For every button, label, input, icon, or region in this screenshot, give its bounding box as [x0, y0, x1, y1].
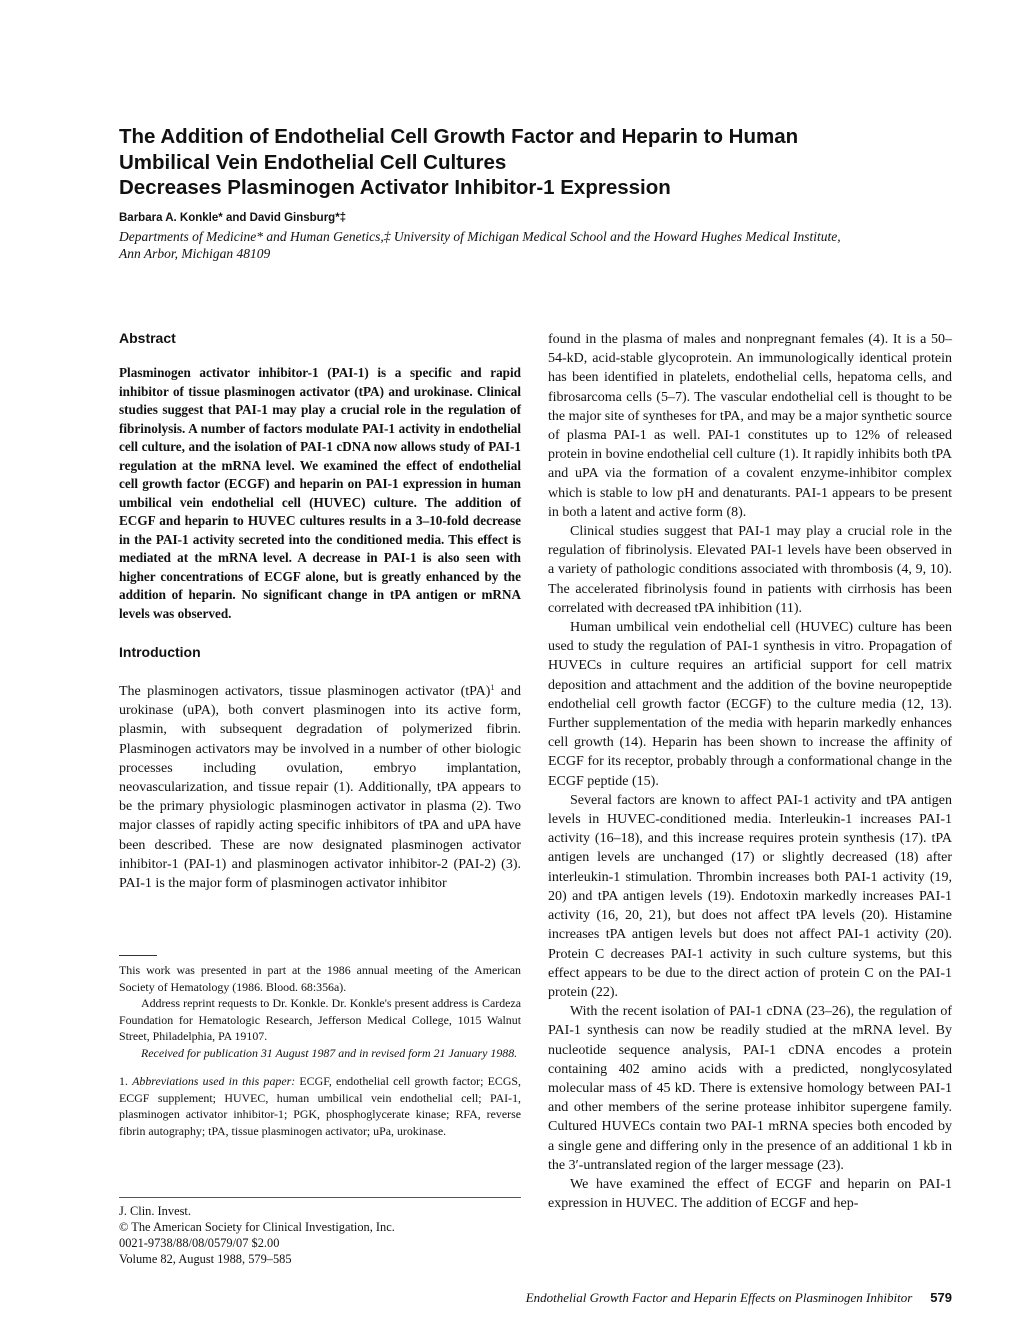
footnote-presented: This work was presented in part at the 1986 annual meeting of the American Society of Hematology (1986. Blood. 68:356a).: [119, 963, 521, 994]
title-line-3: Decreases Plasminogen Activator Inhibitor-1 Expression: [119, 176, 671, 199]
paragraph: Clinical studies suggest that PAI-1 may play a crucial role in the regulation of fibrinolysis. Elevated PAI-1 levels have been observed in a variety of pathologic conditions associated with thrombosis (4, 9, 10). The accelerated fibrinolysis found in patients with cirrhosis has been correlated with decreased tPA inhibition (11).: [548, 524, 952, 616]
intro-text-rest: and urokinase (uPA), both convert plasminogen into its active form, plasmin, with subsequent degradation of polymerized fibrin. Plasminogen activators may be involved in a number of other biologic processes including ovulation, embryo implantation, neovascularization, and tissue repair (1). Additionally, tPA appears to be the primary physiologic plasminogen activator in plasma (2). Two major classes of rapidly acting specific inhibitors of tPA and uPA have been described. These are now designated plasminogen activator inhibitor-1 (PAI-1) and plasminogen activator inhibitor-2 (PAI-2) (3). PAI-1 is the major form of plasminogen activator inhibitor: [119, 684, 521, 892]
intro-text-start: The plasminogen activators, tissue plasminogen activator (tPA): [119, 684, 491, 699]
abbrev-label: Abbreviations used in this paper:: [132, 1074, 296, 1088]
running-footer: [480, 1290, 952, 1306]
footnotes: [119, 962, 521, 1139]
journal-info: [119, 1203, 521, 1267]
title-line-1: The Addition of Endothelial Cell Growth Factor and Heparin to Human: [119, 125, 799, 148]
abstract-text: Plasminogen activator inhibitor-1 (PAI-1) is a specific and rapid inhibitor of tissue plasminogen activator (tPA) and urokinase. Clinical studies suggest that PAI-1 may play a crucial role in the regulation of fibrinolysis. A number of factors modulate PAI-1 activity in endothelial cell culture, and the isolation of PAI-1 cDNA now allows study of PAI-1 regulation at the mRNA level. We examined the effect of endothelial cell growth factor (ECGF) and heparin on PAI-1 expression in human umbilical vein endothelial cell (HUVEC) culture. The addition of ECGF and heparin to HUVEC cultures results in a 3–10-fold decrease in the PAI-1 activity secreted into the conditioned media. This effect is mediated at the mRNA level. A decrease in PAI-1 is also seen with higher concentrations of ECGF alone, but is greatly enhanced by the addition of heparin. No significant change in tPA antigen or mRNA levels was observed.: [119, 365, 521, 621]
footnote-received: [119, 1045, 521, 1062]
abbrev-text: ECGF, endothelial cell growth factor; ECGS, ECGF supplement; HUVEC, human umbilical vein endothelial cell; PAI-1, plasminogen activator inhibitor-1; PGK, phosphoglycerate kinase; RFA, reverse fibrin autography; tPA, tissue plasminogen activator; uPa, urokinase.: [119, 1074, 521, 1138]
page-number: 579: [930, 1290, 952, 1305]
introduction-heading: Introduction: [119, 644, 201, 660]
paragraph: We have examined the effect of ECGF and heparin on PAI-1 expression in HUVEC. The addition of ECGF and hep-: [548, 1176, 952, 1212]
left-column: [119, 330, 521, 893]
right-column: [548, 330, 952, 1213]
affiliation-line-1: Departments of Medicine* and Human Genetics,‡ University of Michigan Medical School and the Howard Hughes Medical Institute,: [119, 229, 841, 244]
author-list: Barbara A. Konkle* and David Ginsburg*‡: [119, 212, 347, 224]
paragraph: With the recent isolation of PAI-1 cDNA (23–26), the regulation of PAI-1 synthesis can now be readily studied at the mRNA level. By nucleotide sequence analysis, PAI-1 cDNA encodes a protein containing 402 amino acids with a predicted, nonglycosylated molecular mass of 45 kD. There is extensive homology between PAI-1 and other members of the serine protease inhibitor supergene family. Cultured HUVECs contain two PAI-1 mRNA species both encoded by a single gene and differing only in the presence of an additional 1 kb in the 3′-untranslated region of the larger message (23).: [548, 1004, 952, 1173]
affiliation-line-2: Ann Arbor, Michigan 48109: [119, 246, 271, 261]
journal-copyright: © The American Society for Clinical Investigation, Inc.: [119, 1220, 395, 1234]
footnote-reprint: Address reprint requests to Dr. Konkle. Dr. Konkle's present address is Cardeza Foundation for Hematologic Research, Jefferson Medical College, 1015 Walnut Street, Philadelphia, PA 19107.: [119, 996, 521, 1043]
received-dates: Received for publication 31 August 1987 and in revised form 21 January 1988.: [141, 1045, 518, 1060]
paragraph: Several factors are known to affect PAI-1 activity and tPA antigen levels in HUVEC-conditioned media. Interleukin-1 increases PAI-1 activity (16–18), and this increase requires protein synthesis (17). tPA antigen levels are unchanged (17) or slightly decreased (18) after interleukin-1 stimulation. Thrombin increases both PAI-1 activity (19, 20) and tPA antigen levels (19). Endotoxin markedly increases PAI-1 activity (16, 20, 21), but does not affect tPA levels (20). Histamine increases tPA antigen levels but does not affect PAI-1 activity (20). Protein C decreases PAI-1 activity in such culture systems, but this effect appears to be due to the direct action of protein C on the PAI-1 protein (22).: [548, 792, 952, 1000]
footnote-divider: [119, 955, 157, 956]
title-line-2: Umbilical Vein Endothelial Cell Cultures: [119, 150, 507, 174]
right-column-text: [548, 330, 952, 1213]
paragraph: Human umbilical vein endothelial cell (HUVEC) culture has been used to study the regulation of PAI-1 synthesis in vitro. Propagation of HUVECs in culture requires an artificial support for cell matrix deposition and attachment and the addition of the bovine neuropeptide endothelial cell growth factor (ECGF) to the culture media (12, 13). Further supplementation of the media with heparin markedly enhances cell growth (14). Heparin has been shown to increase the affinity of ECGF for its receptor, probably through a conformational change in the ECGF peptide (15).: [548, 620, 952, 789]
abstract-heading: Abstract: [119, 330, 176, 346]
affiliation: [119, 228, 949, 262]
abbrev-number: 1.: [119, 1074, 133, 1088]
footnote-abbreviations: [119, 1073, 521, 1139]
running-title: Endothelial Growth Factor and Heparin Effects on Plasminogen Inhibitor: [525, 1290, 913, 1305]
journal-issn: 0021-9738/88/08/0579/07 $2.00: [119, 1236, 280, 1250]
journal-name: J. Clin. Invest.: [119, 1204, 191, 1218]
paragraph: found in the plasma of males and nonpregnant females (4). It is a 50–54-kD, acid-stable glycoprotein. An immunologically identical protein has been identified in platelets, endothelial cells, hepatoma cells, and fibrosarcoma cells (5–7). The vascular endothelial cell is thought to be the major site of syntheses for tPA, and may be a major synthetic source of plasma PAI-1 as well. PAI-1 constitutes up to 12% of released protein in bovine endothelial cell culture (1). It rapidly inhibits both tPA and uPA via the formation of a covalent enzyme-inhibitor complex which is stable to low pH and denaturants. PAI-1 appears to be present in both a latent and active form (8).: [548, 332, 952, 520]
article-title: [119, 124, 939, 201]
footnote-ref-1: 1: [490, 683, 495, 692]
introduction-paragraph: [119, 682, 521, 893]
journal-volume: Volume 82, August 1988, 579–585: [119, 1252, 292, 1266]
journal-divider: [119, 1197, 521, 1198]
